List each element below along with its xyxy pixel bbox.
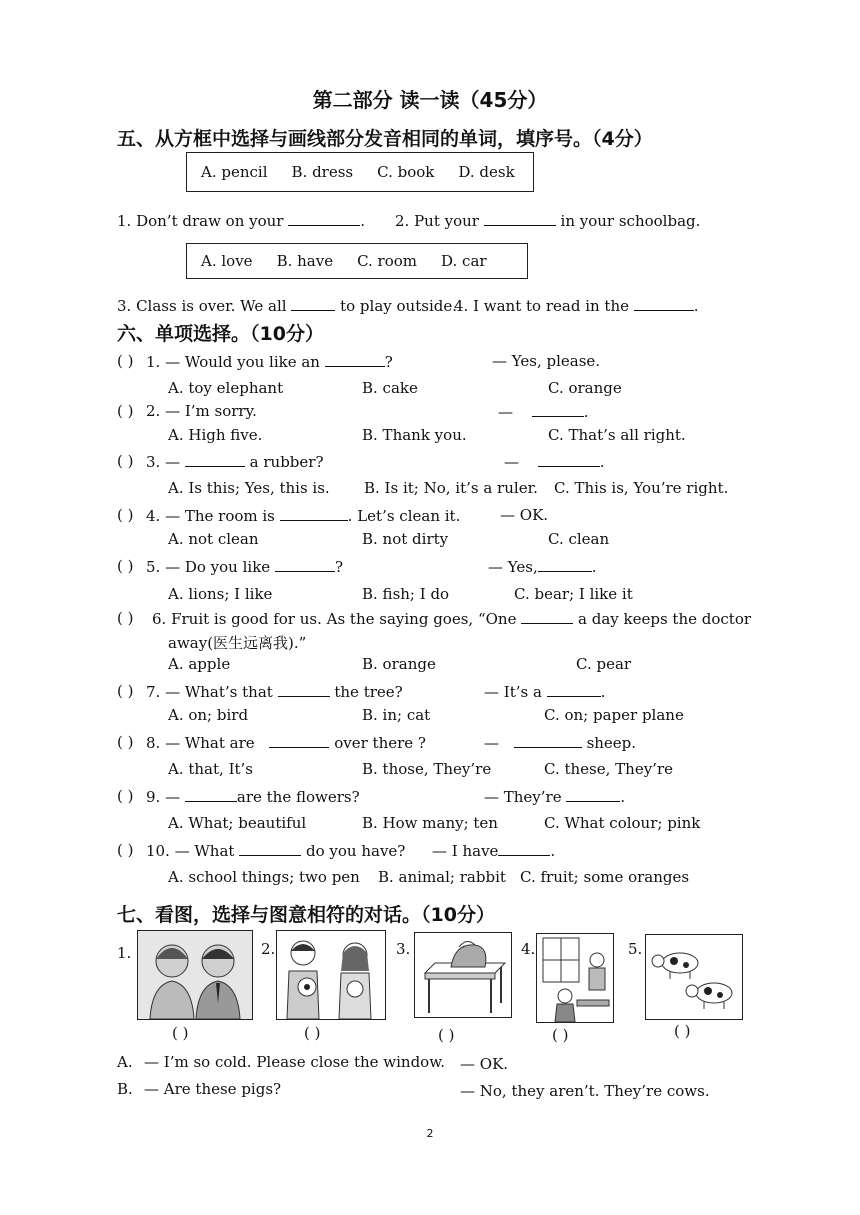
answer-blank [280,506,348,521]
answer-blank [547,682,601,697]
answer-paren[interactable]: ( ) [117,402,134,420]
box2-option-d: D. car [441,252,487,270]
mc2-option-c: C. That’s all right. [548,426,686,444]
answer-paren[interactable]: ( ) [117,609,134,627]
mc8-option-b: B. those, They’re [362,760,492,778]
section-5-heading: 五、从方框中选择与画线部分发音相同的单词，填序号。（4分） [117,128,653,150]
picture-number-4: 4. [521,940,536,958]
answer-paren[interactable]: ( ) [117,452,134,470]
answer-paren[interactable]: ( ) [117,682,134,700]
mc6-option-a: A. apple [168,655,231,673]
sec5-question-4: 4. I want to read in the . [454,297,699,315]
mc-response-9: — They’re . [484,788,626,806]
answer-blank [566,787,620,802]
section-6-heading: 六、单项选择。（10分） [117,323,324,345]
window-illustration [537,934,613,1022]
mc-response-2: — . [498,403,589,421]
answer-blank [498,841,550,856]
two-boys-illustration [138,931,252,1019]
picture-5-two-cows [645,934,743,1020]
cows-illustration [646,935,742,1019]
box1-option-a: A. pencil [201,163,268,181]
mc10-option-c: C. fruit; some oranges [520,868,690,886]
mc-question-4: 4. — The room is . Let’s clean it. [146,507,461,525]
mc4-option-a: A. not clean [168,530,259,548]
answer-blank[interactable] [291,296,335,311]
box1-option-c: C. book [377,163,435,181]
dialogue-b-question: — Are these pigs? [144,1080,282,1098]
mc-question-3: 3. — a rubber? [146,453,324,471]
picture-2-kids-with-toys [276,930,386,1020]
mc-question-1: 1. — Would you like an ? [146,353,393,371]
dialogue-a-question: — I’m so cold. Please close the window. [144,1053,446,1071]
picture-4-window-scene [536,933,614,1023]
mc-response-3: — . [504,453,605,471]
answer-blank [325,352,385,367]
answer-paren[interactable]: ( ) [117,733,134,751]
dialogue-a-label: A. [117,1053,133,1071]
answer-blank [532,402,584,417]
mc-question-7: 7. — What’s that the tree? [146,683,403,701]
mc5-option-a: A. lions; I like [168,585,273,603]
answer-blank [275,557,335,572]
mc4-option-c: C. clean [548,530,610,548]
picture-3-bag-on-desk [414,932,512,1018]
mc-response-4: — OK. [500,506,549,524]
mc-question-10: 10. — What do you have? [146,842,406,860]
kids-toys-illustration [277,931,385,1019]
answer-blank [239,841,301,856]
mc-response-10: — I have . [432,842,556,860]
picture-2-answer[interactable]: ( ) [304,1024,321,1042]
sec5-question-3: 3. Class is over. We all to play outside. [117,297,457,315]
desk-bag-illustration [415,933,511,1017]
box2-option-a: A. love [201,252,253,270]
box2-option-b: B. have [276,252,334,270]
box1-option-d: D. desk [458,163,515,181]
mc5-option-b: B. fish; I do [362,585,450,603]
answer-paren[interactable]: ( ) [117,787,134,805]
answer-paren[interactable]: ( ) [117,506,134,524]
mc9-option-c: C. What colour; pink [544,814,701,832]
sec5-question-2: 2. Put your in your schoolbag. [395,212,701,230]
picture-number-2: 2. [261,940,276,958]
word-box-2 [186,243,528,279]
picture-number-1: 1. [117,944,132,962]
mc7-option-c: C. on; paper plane [544,706,684,724]
mc-question-9: 9. — are the flowers? [146,788,360,806]
mc1-option-b: B. cake [362,379,418,397]
picture-1-answer[interactable]: ( ) [172,1024,189,1042]
picture-number-3: 3. [396,940,411,958]
word-box-1 [186,152,534,192]
mc-response-1: — Yes, please. [492,352,601,370]
mc10-option-b: B. animal; rabbit [378,868,506,886]
mc6-option-c: C. pear [576,655,632,673]
mc5-option-c: C. bear; I like it [514,585,633,603]
answer-blank[interactable] [288,211,360,226]
mc3-option-c: C. This is, You’re right. [554,479,729,497]
mc7-option-b: B. in; cat [362,706,431,724]
dialogue-b-label: B. [117,1080,133,1098]
mc9-option-a: A. What; beautiful [168,814,307,832]
mc-response-7: — It’s a . [484,683,606,701]
mc-question-6-line-2: away(医生远离我).” [168,634,307,652]
picture-5-answer[interactable]: ( ) [674,1022,691,1040]
box2-option-c: C. room [357,252,418,270]
mc-question-6: 6. Fruit is good for us. As the saying goes, “One a day keeps the doctor [152,610,752,628]
mc7-option-a: A. on; bird [168,706,249,724]
mc10-option-a: A. school things; two pen [168,868,360,886]
picture-3-answer[interactable]: ( ) [438,1026,455,1044]
mc1-option-a: A. toy elephant [168,379,284,397]
answer-blank [185,787,237,802]
answer-paren[interactable]: ( ) [117,352,134,370]
mc2-option-b: B. Thank you. [362,426,467,444]
mc9-option-b: B. How many; ten [362,814,498,832]
mc6-option-b: B. orange [362,655,436,673]
answer-blank [514,733,582,748]
mc-question-5: 5. — Do you like ? [146,558,343,576]
mc-response-5: — Yes, . [488,558,597,576]
answer-blank [269,733,329,748]
mc-question-2: 2. — I’m sorry. [146,402,257,420]
answer-blank[interactable] [484,211,556,226]
answer-blank[interactable] [634,296,694,311]
answer-blank [521,609,573,624]
mc1-option-c: C. orange [548,379,622,397]
mc8-option-c: C. these, They’re [544,760,673,778]
mc8-option-a: A. that, It’s [168,760,253,778]
box1-option-b: B. dress [291,163,354,181]
answer-paren[interactable]: ( ) [117,841,134,859]
picture-number-5: 5. [628,940,643,958]
mc3-option-a: A. Is this; Yes, this is. [168,479,330,497]
mc-response-8: — sheep. [484,734,637,752]
mc4-option-b: B. not dirty [362,530,449,548]
part-title: 第二部分 读一读（45分） [312,88,548,112]
answer-blank [538,452,600,467]
picture-4-answer[interactable]: ( ) [552,1026,569,1044]
answer-paren[interactable]: ( ) [117,557,134,575]
mc-question-8: 8. — What are over there ? [146,734,426,752]
section-7-heading: 七、看图，选择与图意相符的对话。（10分） [117,904,495,926]
sec5-question-1: 1. Don’t draw on your . [117,212,366,230]
dialogue-a-response: — OK. [460,1055,509,1073]
dialogue-b-response: — No, they aren’t. They’re cows. [460,1082,710,1100]
answer-blank [538,557,592,572]
page-number: 2 [426,1127,434,1140]
answer-blank [185,452,245,467]
answer-blank [278,682,330,697]
mc3-option-b: B. Is it; No, it’s a ruler. [364,479,538,497]
mc2-option-a: A. High five. [168,426,263,444]
picture-1-two-boys [137,930,253,1020]
